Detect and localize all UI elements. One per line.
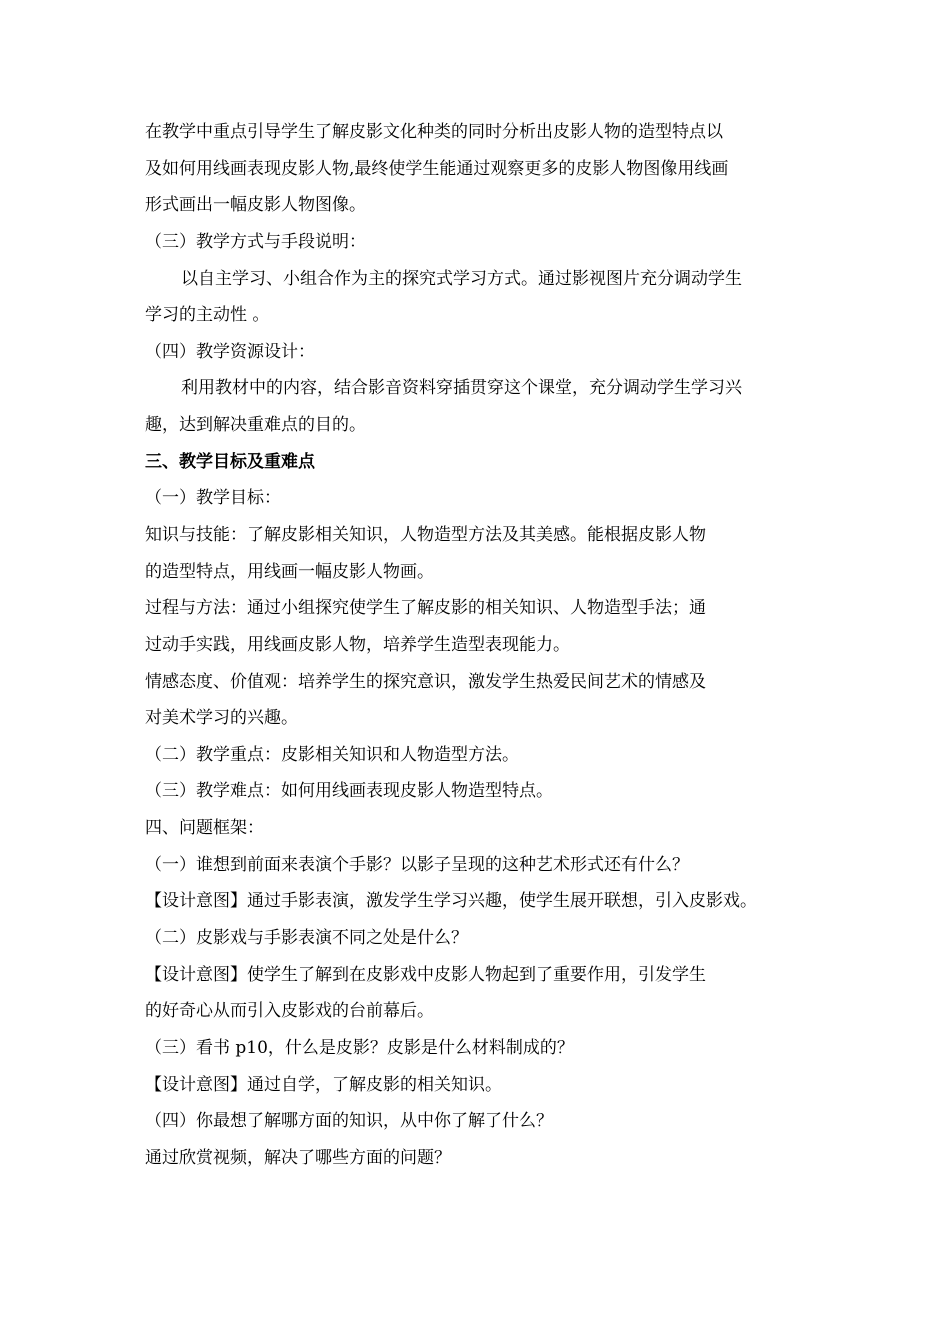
paragraph-line-13: 的造型特点，用线画一幅皮影人物画。 — [145, 562, 434, 582]
design-intent-1: 【设计意图】通过手影表演，激发学生学习兴趣，使学生展开联想，引入皮影戏。 — [145, 891, 757, 911]
paragraph-line-29: 通过欣赏视频，解决了哪些方面的问题？ — [145, 1148, 451, 1168]
section-heading-questions: 四、问题框架： — [145, 818, 264, 838]
paragraph-line-16: 情感态度、价值观：培养学生的探究意识，激发学生热爱民间艺术的情感及 — [145, 672, 706, 692]
subheading-objectives: （一）教学目标： — [145, 488, 281, 508]
subheading-difficulties: （三）教学难点：如何用线画表现皮影人物造型特点。 — [145, 781, 553, 801]
paragraph-line-6: 学习的主动性 。 — [145, 305, 270, 325]
paragraph-line-14: 过程与方法：通过小组探究使学生了解皮影的相关知识、人物造型手法；通 — [145, 598, 706, 618]
paragraph-line-15: 过动手实践，用线画皮影人物，培养学生造型表现能力。 — [145, 635, 570, 655]
question-2: （二）皮影戏与手影表演不同之处是什么？ — [145, 928, 468, 948]
design-intent-2-line-1: 【设计意图】使学生了解到在皮影戏中皮影人物起到了重要作用，引发学生 — [145, 965, 706, 985]
paragraph-line-5: 以自主学习、小组合作为主的探究式学习方式。通过影视图片充分调动学生 — [181, 269, 742, 289]
paragraph-line-2: 及如何用线画表现皮影人物,最终使学生能通过观察更多的皮影人物图像用线画 — [145, 159, 729, 179]
paragraph-line-12: 知识与技能：了解皮影相关知识，人物造型方法及其美感。能根据皮影人物 — [145, 525, 706, 545]
paragraph-line-8: 利用教材中的内容，结合影音资料穿插贯穿这个课堂，充分调动学生学习兴 — [181, 378, 742, 398]
question-4: （四）你最想了解哪方面的知识，从中你了解了什么？ — [145, 1111, 553, 1131]
paragraph-line-17: 对美术学习的兴趣。 — [145, 708, 298, 728]
question-1: （一）谁想到前面来表演个手影？以影子呈现的这种艺术形式还有什么？ — [145, 855, 689, 875]
paragraph-line-9: 趣，达到解决重难点的目的。 — [145, 415, 366, 435]
subheading-key-points: （二）教学重点：皮影相关知识和人物造型方法。 — [145, 745, 519, 765]
design-intent-3: 【设计意图】通过自学，了解皮影的相关知识。 — [145, 1075, 502, 1095]
section-heading-objectives: 三、教学目标及重难点 — [145, 452, 315, 472]
subheading-resource-design: （四）教学资源设计： — [145, 342, 315, 362]
paragraph-line-3: 形式画出一幅皮影人物图像。 — [145, 195, 366, 215]
subheading-teaching-method: （三）教学方式与手段说明： — [145, 232, 366, 252]
design-intent-2-line-2: 的好奇心从而引入皮影戏的台前幕后。 — [145, 1001, 434, 1021]
paragraph-line-1: 在教学中重点引导学生了解皮影文化种类的同时分析出皮影人物的造型特点以 — [145, 122, 723, 142]
question-3: （三）看书 p10，什么是皮影？皮影是什么材料制成的？ — [145, 1038, 574, 1058]
